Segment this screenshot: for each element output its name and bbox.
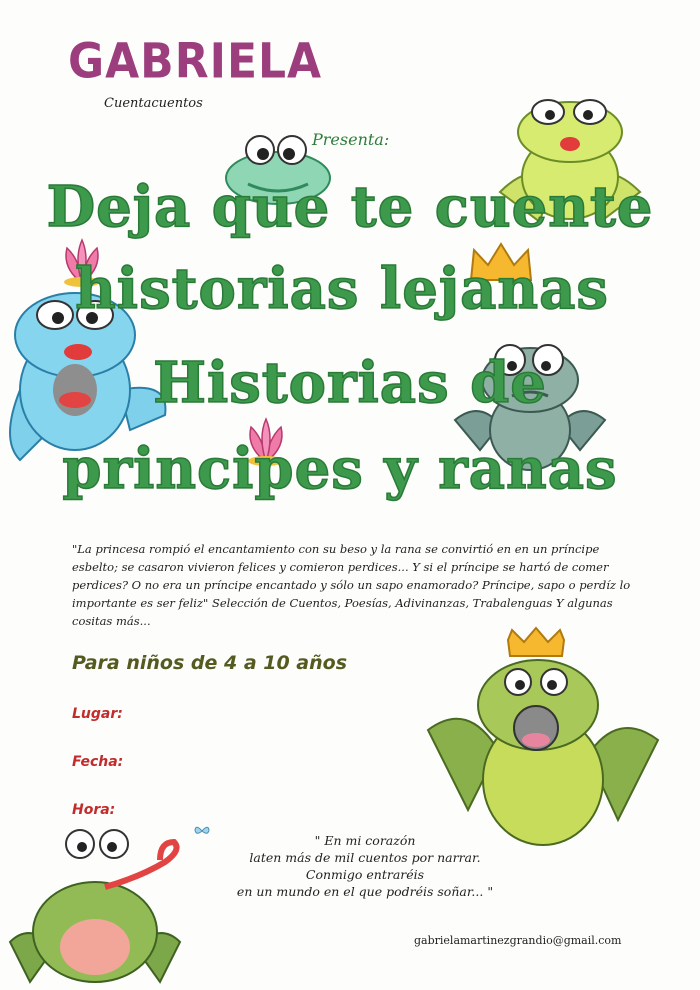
contact-email[interactable]: gabrielamartinezgrandio@gmail.com <box>414 934 622 947</box>
title-line-2: historias lejanas <box>75 256 609 322</box>
presenta-label: Presenta: <box>312 130 390 149</box>
hora-label: Hora: <box>72 802 116 818</box>
poem <box>200 832 530 900</box>
audience-label: Para niños de 4 a 10 años <box>72 652 348 674</box>
frog-tongue-icon <box>10 822 200 987</box>
frog-crowned-icon <box>428 630 658 860</box>
story-quote: "La princesa rompió el encantamiento con su beso y la rana se convirtió en en un príncipe esbelto; se casaron vivieron felices y comieron perdices... Y si el príncipe se hartó de comer perdices? O no era un príncipe encantado y sólo un sapo enamorado? Príncipe, sapo o perdíz lo importante es ser feliz" Selección de Cuentos, Poesías, Adivinanzas, Trabalenguas Y algunas cositas más... <box>72 542 631 628</box>
lugar-label: Lugar: <box>72 706 123 722</box>
poem-line: " En mi corazón <box>314 833 416 848</box>
title-line-3: Historias de <box>153 350 547 416</box>
brand-logo: GABRIELA <box>68 33 323 90</box>
poem-line: en un mundo en el que podréis soñar... " <box>236 884 494 899</box>
fecha-label: Fecha: <box>72 754 124 770</box>
poem-line: laten más de mil cuentos por narrar. <box>249 850 481 865</box>
brand-subtitle: Cuentacuentos <box>104 96 203 111</box>
poem-line: Conmigo entraréis <box>305 867 425 882</box>
title-line-1: Deja que te cuente <box>46 174 654 240</box>
title-line-4: principes y ranas <box>62 436 618 502</box>
